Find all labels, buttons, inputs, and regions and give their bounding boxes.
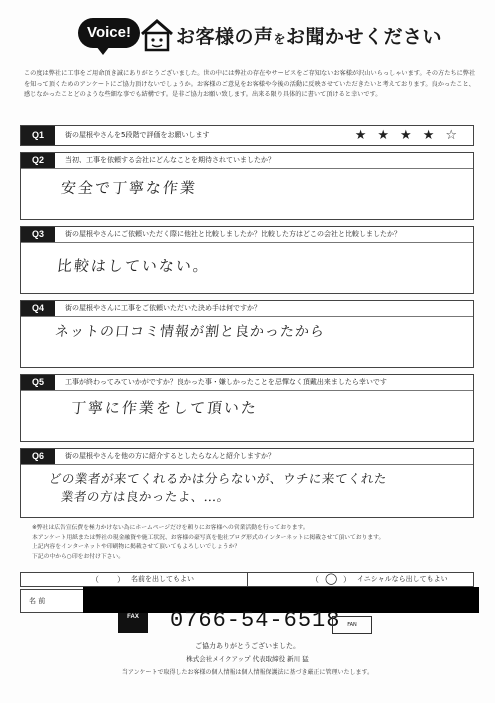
option1-paren-open: （	[91, 575, 99, 584]
option-name-ok[interactable]: 名前を出してもよい	[131, 575, 194, 583]
star-filled-icon: ★	[400, 128, 412, 143]
privacy-notice: 当アンケートで取得したお客様の個人情報は個人情報保護法に基づき厳正に管理いたします。	[121, 669, 374, 676]
title-main: お客様の声	[176, 26, 274, 48]
consent-divider	[247, 573, 248, 586]
fax-number: 0766-54-6518	[170, 608, 341, 633]
question-text: 工事が終わってみていかがですか？良かった事・嫌しかったことを忌憚なく頂戴出来ましたら幸いです	[65, 378, 387, 386]
handwritten-answer-line1: どの業者が来てくれるかは分らないが、ウチに来てくれた	[48, 471, 388, 486]
question-number: Q3	[21, 227, 55, 242]
note-line: 下記の中から○印をお付け下さい。	[32, 553, 125, 560]
fan-box: FAN	[332, 616, 372, 634]
house-icon	[140, 18, 174, 52]
note-line: ※弊社は広告宣伝費を極力かけない為にホームページだけを頼りにお客様への営業活動を行っております。	[32, 525, 309, 531]
question-header	[21, 227, 473, 243]
question-text: 街の屋根やさんを5段階で評価をお願いします	[65, 131, 210, 139]
question-number: Q1	[21, 126, 55, 145]
question-header	[21, 153, 473, 169]
question-number: Q5	[21, 375, 55, 390]
handwritten-answer: 丁寧に作業をして頂いた	[70, 399, 259, 417]
option-initial-ok[interactable]: イニシャルなら出してもよい	[357, 575, 448, 583]
question-box-q6	[20, 448, 474, 518]
question-box-q5	[20, 374, 474, 442]
company-name: 株式会社メイクアップ 代表取締役 新川 猛	[186, 655, 309, 663]
handwritten-answer: 比較はしていない。	[56, 257, 211, 275]
question-text: 当初、工事を依頼する会社にどんなことを期待されていましたか？	[65, 156, 275, 164]
question-header	[21, 301, 473, 317]
voice-badge: Voice!	[78, 18, 140, 48]
star-rating	[355, 126, 457, 145]
note-line: 上記内容をインターネットや印刷物に掲載させて頂いてもよろしいでしょうか？	[32, 544, 241, 550]
title-particle: を	[273, 32, 287, 46]
star-filled-icon: ★	[377, 128, 390, 143]
question-number: Q6	[21, 449, 55, 464]
question-box-q4	[20, 300, 474, 368]
selected-circle-mark: ◯	[325, 572, 338, 585]
name-label: 名 前	[29, 597, 46, 605]
question-box-q3	[20, 226, 474, 294]
fax-icon	[118, 613, 148, 633]
title-sub: お聞かせください	[286, 26, 443, 48]
option2-paren-open: （	[311, 575, 319, 584]
question-number: Q4	[21, 301, 55, 316]
question-box-q2	[20, 152, 474, 220]
star-empty-icon: ☆	[445, 128, 457, 143]
question-header	[21, 449, 473, 465]
question-text: 街の屋根やさんにご依頼いただく際に他社と比較しましたか？比較した方はどこの会社と比較しましたか？	[65, 230, 401, 238]
question-number: Q2	[21, 153, 55, 168]
question-header	[21, 375, 473, 391]
handwritten-answer: 安全で丁寧な作業	[60, 179, 198, 197]
option1-paren-close: ）	[117, 575, 125, 584]
fax-row	[118, 610, 418, 634]
consent-notes	[32, 524, 472, 562]
star-filled-icon: ★	[422, 128, 435, 143]
fax-label: FAX	[127, 614, 139, 620]
option2-paren-close: ）	[343, 575, 351, 584]
intro-text: この度は弊社に工事をご用命頂き誠にありがとうございました。世の中には弊社の存在やサービスをご存知ないお客様が沢山いらっしゃいます。その方たちに弊社を知って頂くためのアンケートにご協力頂けないでしょうか。お客様のご意見をお客様や今後の活動に反映させていただきたいと考えております。良かったこと、感じなかったことどのような些細な事でも結構です。是非ご協力お願い致します。出来る限り具体的に書いて頂けると幸いです。	[24, 70, 476, 98]
consent-options	[20, 572, 474, 587]
question-text: 街の屋根やさんに工事をご依頼いただいた決め手は何ですか？	[65, 304, 261, 312]
star-filled-icon: ★	[354, 128, 367, 143]
thanks-text: ご協力ありがとうございました。	[195, 642, 300, 650]
page-title	[176, 22, 442, 49]
note-line: 本アンケート用紙または弊社の現金融資や施工状況、お客様の豪写真を他社ブログ形式のインターネットに掲載させて頂いております。	[32, 534, 385, 541]
question-text: 街の屋根やさんを他の方に紹介するとしたらなんと紹介しますか？	[65, 452, 275, 460]
handwritten-answer: ネットの口コミ情報が割と良かったから	[54, 324, 326, 340]
handwritten-answer-line2: 業者の方は良かったよ、…。	[60, 489, 231, 504]
question-box-q1	[20, 125, 474, 146]
